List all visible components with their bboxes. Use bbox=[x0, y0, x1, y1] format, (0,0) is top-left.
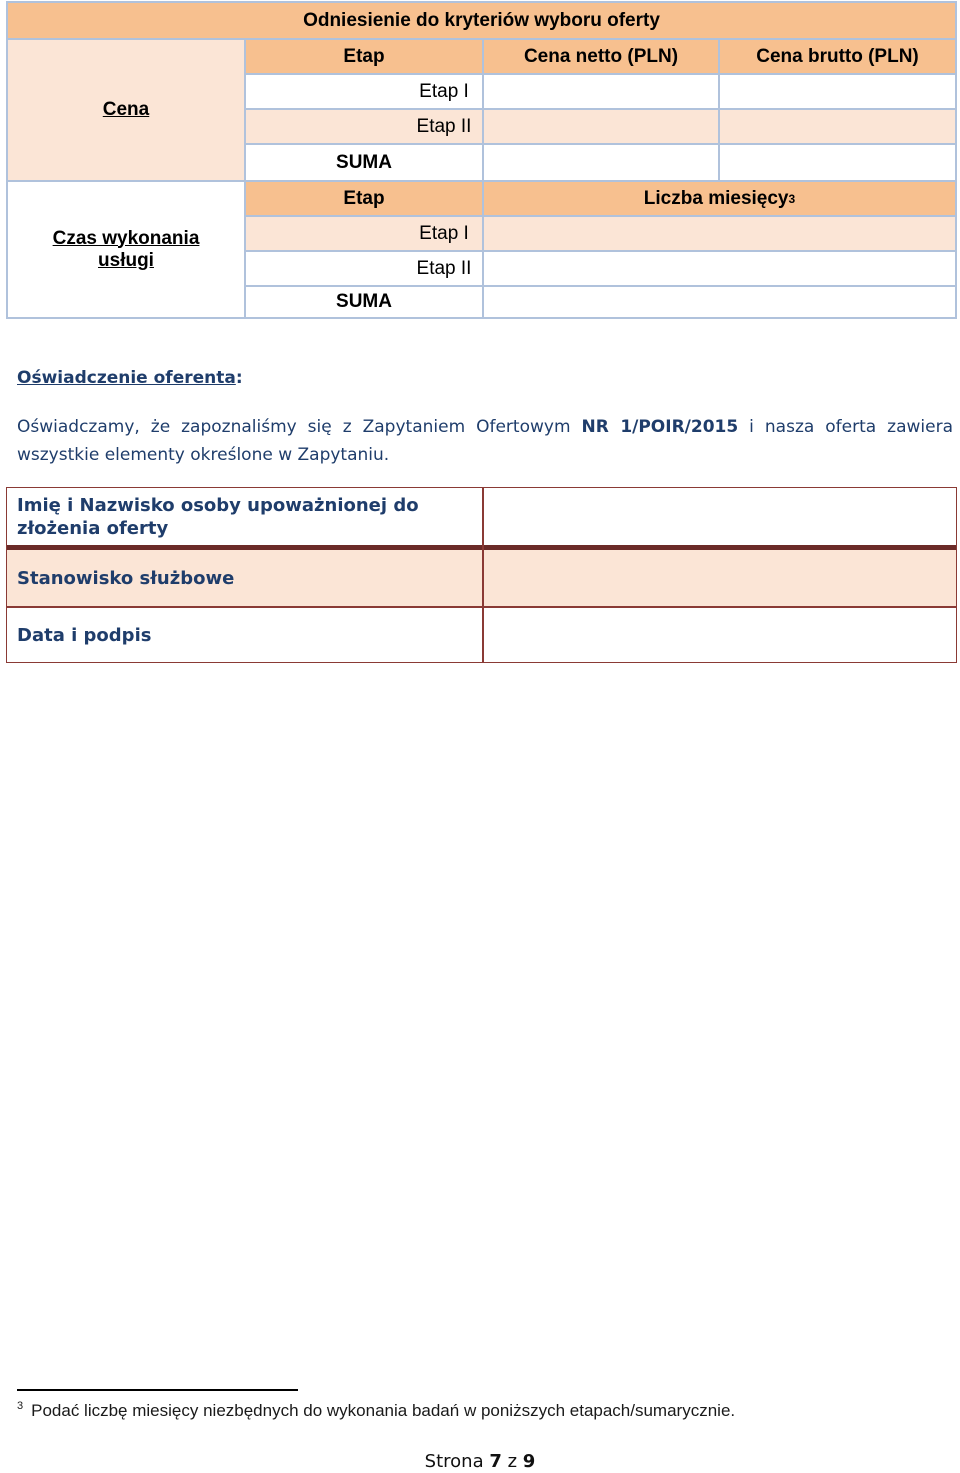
statement-text-after: i nasza oferta zawiera wszystkie elementy określone w Zapytaniu. bbox=[17, 417, 953, 465]
duration-label: Czas wykonania usługi bbox=[52, 227, 200, 271]
grid-line bbox=[718, 38, 720, 182]
price-row-stage-2: Etap II bbox=[246, 110, 482, 143]
footnote bbox=[17, 1401, 735, 1421]
page-footer bbox=[0, 1451, 960, 1472]
footnote-separator bbox=[17, 1389, 298, 1391]
price-row-2-net[interactable] bbox=[484, 110, 718, 143]
duration-label-cell bbox=[8, 182, 244, 317]
footer-total-pages: 9 bbox=[522, 1451, 536, 1472]
duration-sum-text: SUMA bbox=[336, 291, 392, 312]
signature-row-label: Imię i Nazwisko osoby upoważnionej do złożenia oferty bbox=[17, 495, 419, 539]
price-sum-net[interactable] bbox=[484, 145, 718, 180]
price-header-net: Cena netto (PLN) bbox=[484, 40, 718, 73]
statement-title-colon: : bbox=[235, 368, 243, 388]
grid-line bbox=[246, 73, 955, 75]
price-sum-gross[interactable] bbox=[720, 145, 955, 180]
statement-text bbox=[17, 413, 953, 469]
price-header-gross: Cena brutto (PLN) bbox=[720, 40, 955, 73]
grid-line bbox=[482, 38, 484, 317]
price-header-stage: Etap bbox=[246, 40, 482, 73]
duration-header-stage: Etap bbox=[246, 182, 482, 215]
price-sum-label bbox=[246, 145, 482, 180]
price-label-cell bbox=[8, 40, 244, 180]
grid-line bbox=[246, 143, 955, 145]
footer-separator: z bbox=[507, 1451, 518, 1472]
statement-title bbox=[17, 368, 243, 388]
grid-line bbox=[246, 108, 955, 110]
grid-line bbox=[244, 38, 246, 317]
statement-title-text: Oświadczenie oferenta bbox=[17, 368, 236, 388]
duration-row-1-months[interactable] bbox=[484, 217, 955, 250]
grid-line bbox=[246, 285, 955, 287]
grid-line bbox=[246, 215, 955, 217]
duration-row-2-months[interactable] bbox=[484, 252, 955, 285]
criteria-table bbox=[6, 1, 957, 319]
duration-header-months: Liczba miesięcy 3 bbox=[484, 182, 955, 215]
offer-number: NR 1/POIR/2015 bbox=[581, 417, 739, 437]
criteria-table-title: Odniesienie do kryteriów wyboru oferty bbox=[8, 3, 955, 38]
footer-page-number: 7 bbox=[489, 1451, 502, 1472]
duration-sum-months[interactable] bbox=[484, 287, 955, 317]
date-signature-field[interactable] bbox=[484, 608, 956, 661]
position-field[interactable] bbox=[484, 550, 956, 606]
price-row-1-net[interactable] bbox=[484, 75, 718, 108]
footnote-number: 3 bbox=[17, 1400, 24, 1413]
duration-header-months-text: Liczba miesięcy bbox=[643, 187, 789, 209]
statement-text-before: Oświadczamy, że zapoznaliśmy się z Zapytaniem Ofertowym bbox=[17, 417, 582, 437]
signature-row-label: Stanowisko służbowe bbox=[17, 568, 235, 589]
price-sum-text: SUMA bbox=[336, 151, 392, 173]
price-row-2-gross[interactable] bbox=[720, 110, 955, 143]
duration-row-stage-1: Etap I bbox=[246, 217, 482, 250]
name-field[interactable] bbox=[484, 488, 956, 545]
duration-sum-label bbox=[246, 287, 482, 317]
signature-table bbox=[6, 487, 957, 663]
grid-line bbox=[246, 250, 955, 252]
footer-prefix: Strona bbox=[424, 1451, 484, 1472]
price-row-1-gross[interactable] bbox=[720, 75, 955, 108]
footnote-text: Podać liczbę miesięcy niezbędnych do wykonania badań w poniższych etapach/sumarycznie. bbox=[31, 1401, 736, 1420]
price-label: Cena bbox=[102, 99, 150, 120]
signature-row-label: Data i podpis bbox=[17, 624, 152, 646]
duration-row-stage-2: Etap II bbox=[246, 252, 482, 285]
price-row-stage-1: Etap I bbox=[246, 75, 482, 108]
